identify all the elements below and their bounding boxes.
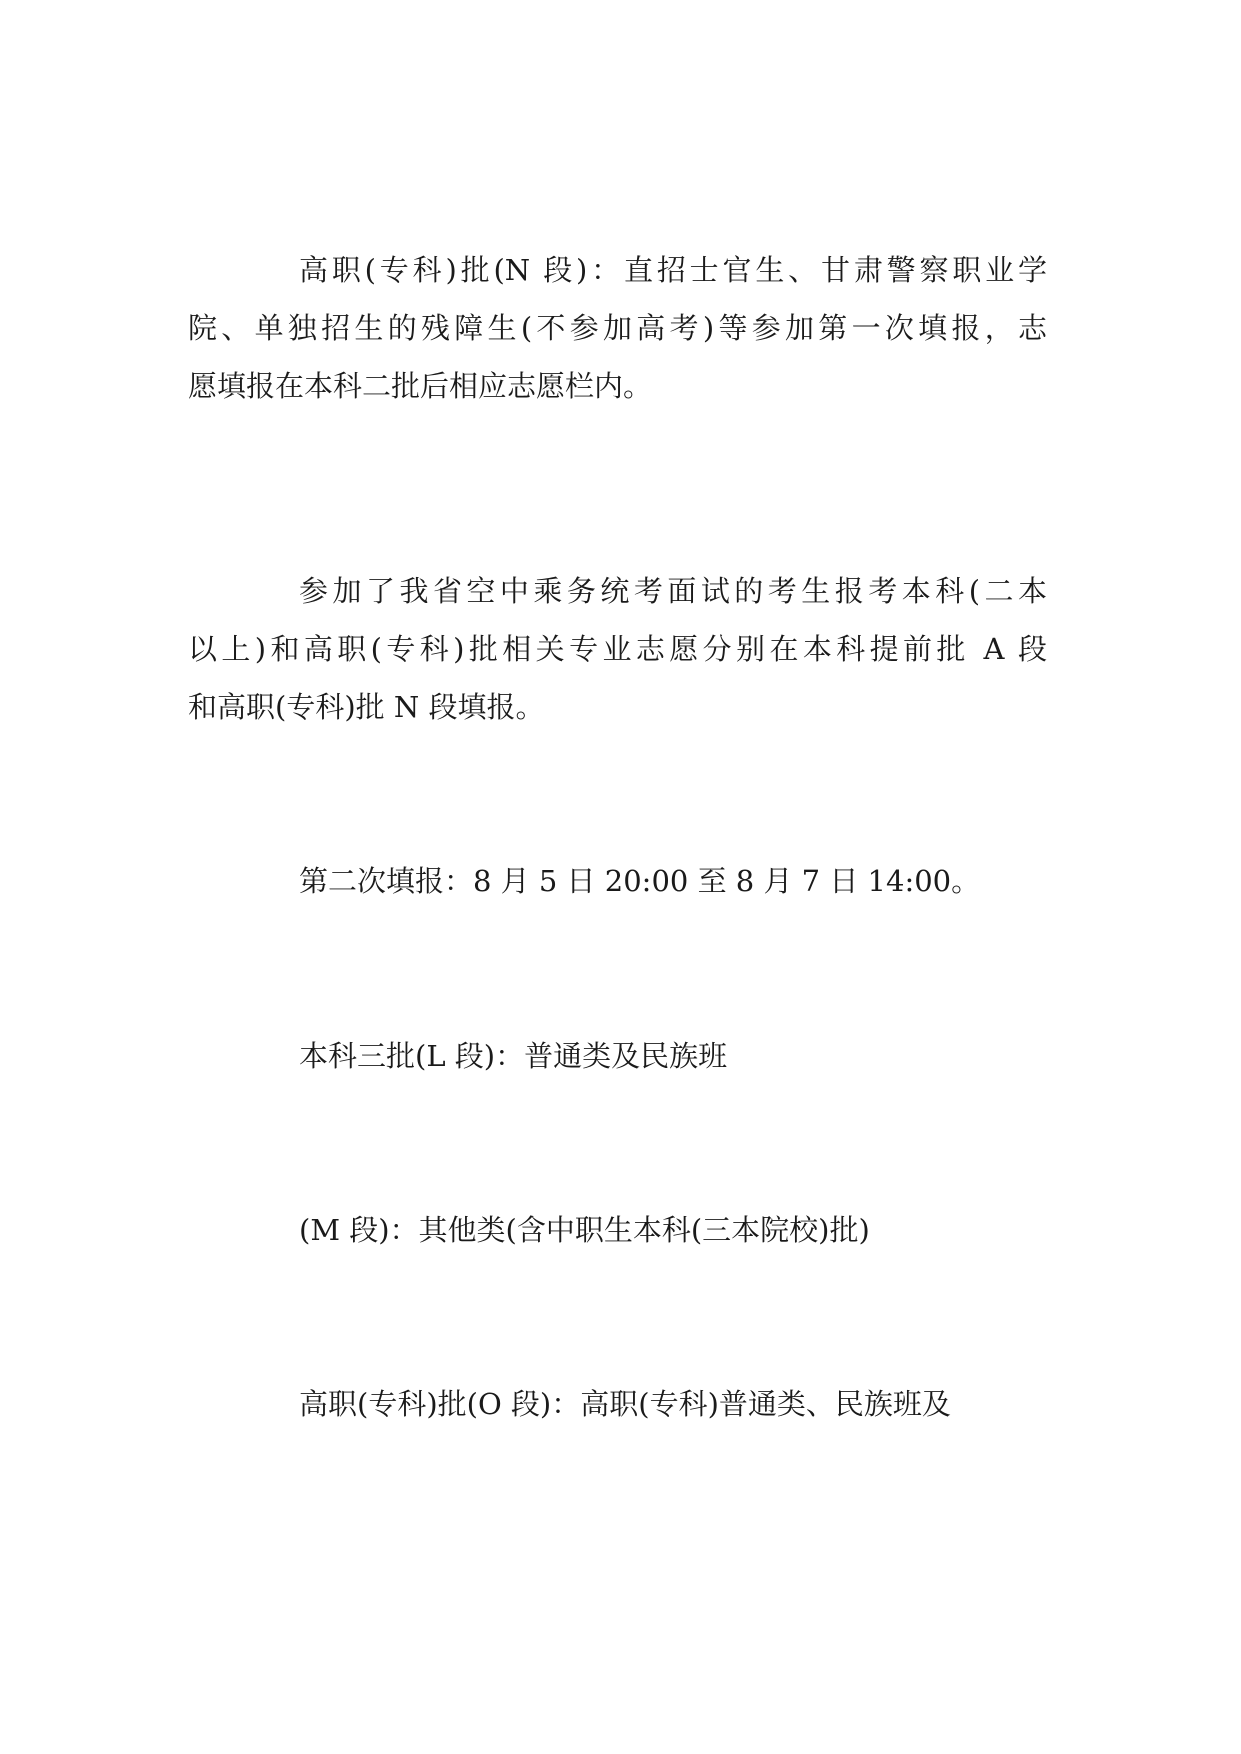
paragraph-m-segment: (M 段)：其他类(含中职生本科(三本院校)批) [299,1213,870,1247]
paragraph-vocational-n-segment [188,241,1047,415]
paragraph-line: 和高职(专科)批 N 段填报。 [188,690,545,724]
paragraph-flight-attendant [188,562,1047,736]
paragraph-undergrad-third-batch: 本科三批(L 段)：普通类及民族班 [299,1039,728,1073]
paragraph-vocational-o-segment: 高职(专科)批(O 段)：高职(专科)普通类、民族班及 [299,1387,951,1421]
paragraph-line: 高职(专科)批(N 段)：直招士官生、甘肃警察职业学 [299,253,1047,287]
paragraph-line: 愿填报在本科二批后相应志愿栏内。 [188,369,653,403]
paragraph-second-filling-time: 第二次填报：8 月 5 日 20:00 至 8 月 7 日 14:00。 [299,864,981,898]
paragraph-line: 以上)和高职(专科)批相关专业志愿分别在本科提前批 A 段 [188,632,1047,666]
paragraph-line: 参加了我省空中乘务统考面试的考生报考本科(二本 [299,574,1047,608]
paragraph-line: 院、单独招生的残障生(不参加高考)等参加第一次填报，志 [188,311,1047,345]
